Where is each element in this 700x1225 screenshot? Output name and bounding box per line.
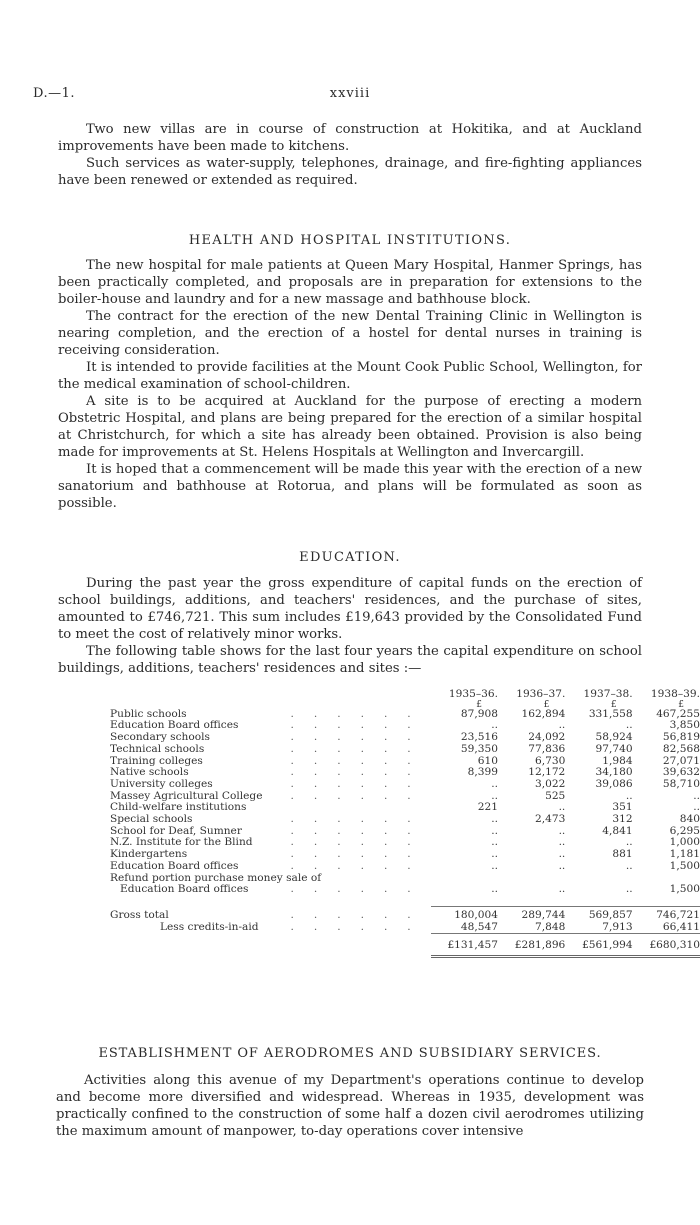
table-cell: .. bbox=[558, 848, 566, 861]
table-cell: 881 bbox=[612, 848, 633, 861]
net-total-row bbox=[110, 934, 700, 957]
row-label: Native schools bbox=[110, 766, 189, 779]
table-cell: 3,022 bbox=[534, 777, 566, 790]
table-cell: .. bbox=[625, 859, 633, 872]
table-cell: .. bbox=[491, 836, 498, 849]
leader-dots: ...... bbox=[290, 848, 431, 861]
table-cell: 180,004 bbox=[431, 906, 498, 921]
table-cell: £680,310 bbox=[633, 934, 700, 957]
table-cell: 7,913 bbox=[602, 920, 633, 933]
table-cell: 77,836 bbox=[528, 742, 566, 755]
table-cell: .. bbox=[491, 719, 498, 732]
table-cell: 87,908 bbox=[460, 707, 498, 720]
table-cell: 1,500 bbox=[669, 859, 700, 872]
column-header: 1936–37. bbox=[516, 688, 566, 700]
section-heading-health: HEALTH AND HOSPITAL INSTITUTIONS. bbox=[188, 233, 512, 248]
credits-row bbox=[110, 922, 700, 934]
table-cell: 59,350 bbox=[460, 742, 498, 755]
table-row bbox=[110, 814, 700, 826]
column-header: 1938–39. bbox=[650, 688, 700, 700]
table-cell: 1,000 bbox=[669, 836, 700, 849]
row-label: Massey Agricultural College bbox=[110, 789, 263, 802]
leader-dots: ...... bbox=[290, 731, 431, 744]
leader-dots: ...... bbox=[290, 859, 431, 872]
paragraph: Activities along this avenue of my Department's operations continue to develop and become more diversified and widespread. Whereas in 1935, development was practically confined to the construction of some half a dozen civil aerodromes utilizing the maximum amount of manpower, to-day operations cover intensive bbox=[56, 1073, 644, 1139]
row-label: Secondary schools bbox=[110, 731, 210, 744]
table-cell: 221 bbox=[477, 801, 498, 814]
table-cell: .. bbox=[491, 859, 498, 872]
intro-block bbox=[58, 121, 642, 189]
row-label: N.Z. Institute for the Blind bbox=[110, 836, 253, 849]
table-cell: 162,894 bbox=[521, 707, 566, 720]
paragraph: It is intended to provide facilities at the Mount Cook Public School, Wellington, for the medical examination of school-children. bbox=[58, 360, 642, 392]
table-cell: .. bbox=[625, 719, 633, 732]
row-label: Gross total bbox=[110, 908, 169, 921]
table-cell: .. bbox=[491, 813, 498, 826]
table-cell: .. bbox=[558, 859, 566, 872]
table-cell: 569,857 bbox=[565, 906, 632, 921]
leader-dots: ...... bbox=[290, 836, 431, 849]
paragraph: A site is to be acquired at Auckland for the purpose of erecting a modern Obstetric Hospital, and plans are being prepared for the erection of a similar hospital at Christchurch, for which a site has already been obtained. Provision is also being made for improvements at St. Helens Hospitals at Wellington and Invercargill. bbox=[58, 394, 642, 460]
table-cell: 3,850 bbox=[669, 719, 700, 732]
table-cell: 2,473 bbox=[534, 813, 566, 826]
table-cell: 24,092 bbox=[528, 731, 566, 744]
leader-dots: ...... bbox=[290, 908, 431, 921]
leader-dots: ...... bbox=[290, 707, 431, 720]
row-label: Education Board offices bbox=[110, 859, 239, 872]
table-cell: 746,721 bbox=[633, 906, 700, 921]
paragraph: The contract for the erection of the new Dental Training Clinic in Wellington is nearing completion, and the erection of a hostel for dental nurses in training is receiving consideration. bbox=[58, 309, 642, 358]
table-cell: 331,558 bbox=[588, 707, 633, 720]
column-header: 1935–36. bbox=[448, 688, 498, 700]
paragraph: During the past year the gross expenditure of capital funds on the erection of school buildings, additions, and teachers' residences, and the purchase of sites, amounted to £746,721. This sum includes £19,643 provided by the Consolidated Fund to meet the cost of relatively minor works. bbox=[58, 576, 642, 642]
table-cell: 289,744 bbox=[498, 906, 565, 921]
table-cell: 1,984 bbox=[602, 754, 633, 767]
row-label: Less credits-in-aid bbox=[160, 921, 259, 934]
table-cell: 6,730 bbox=[534, 754, 566, 767]
table-cell: 48,547 bbox=[460, 920, 498, 933]
table-cell: 97,740 bbox=[595, 742, 633, 755]
table-row bbox=[110, 884, 700, 896]
table-cell: £561,994 bbox=[565, 934, 632, 957]
section-heading-education: EDUCATION. bbox=[299, 550, 401, 565]
table-cell: .. bbox=[625, 883, 633, 896]
leader-dots: ...... bbox=[290, 719, 431, 732]
table-header-row bbox=[110, 689, 700, 701]
row-label: Refund portion purchase money sale of bbox=[110, 871, 322, 884]
row-label: Special schools bbox=[110, 813, 193, 826]
table-cell: .. bbox=[693, 789, 700, 802]
table-cell: .. bbox=[491, 824, 498, 837]
table-cell: .. bbox=[491, 883, 498, 896]
leader-dots: ...... bbox=[290, 813, 431, 826]
paragraph: The following table shows for the last four years the capital expenditure on school buildings, additions, teachers' residences and sites :— bbox=[58, 644, 642, 676]
paragraph: Such services as water-supply, telephones, drainage, and fire-fighting appliances have been renewed or extended as required. bbox=[58, 156, 642, 188]
table-cell: 467,255 bbox=[656, 707, 700, 720]
unit-label: £ bbox=[543, 699, 550, 710]
table-cell: 1,181 bbox=[669, 848, 700, 861]
table-cell: 351 bbox=[612, 801, 633, 814]
leader-dots: ...... bbox=[290, 921, 431, 934]
table-cell: 4,841 bbox=[602, 824, 633, 837]
table-cell: 39,632 bbox=[662, 766, 700, 779]
table-cell: .. bbox=[625, 836, 633, 849]
table-cell: 6,295 bbox=[669, 824, 700, 837]
table-cell: .. bbox=[693, 801, 700, 814]
row-label: Kindergartens bbox=[110, 848, 188, 861]
education-block bbox=[58, 575, 642, 677]
table-cell: 23,516 bbox=[460, 731, 498, 744]
table-row bbox=[110, 744, 700, 756]
expenditure-table bbox=[110, 689, 700, 958]
unit-label: £ bbox=[610, 699, 617, 710]
table-cell: 7,848 bbox=[534, 920, 566, 933]
row-label: University colleges bbox=[110, 777, 213, 790]
table-cell: 58,710 bbox=[662, 777, 700, 790]
leader-dots: ...... bbox=[290, 754, 431, 767]
row-label: Training colleges bbox=[110, 754, 203, 767]
table-cell: .. bbox=[558, 836, 566, 849]
table-cell: 8,399 bbox=[467, 766, 498, 779]
table-cell: .. bbox=[491, 848, 498, 861]
table-row bbox=[110, 861, 700, 873]
table-cell: 39,086 bbox=[595, 777, 633, 790]
unit-label: £ bbox=[678, 699, 684, 710]
paragraph: It is hoped that a commencement will be made this year with the erection of a new sanatorium and bathhouse at Rotorua, and plans will be formulated as soon as possible. bbox=[58, 462, 642, 511]
table-cell: .. bbox=[558, 719, 566, 732]
table-cell: 610 bbox=[477, 754, 498, 767]
table-cell: 66,411 bbox=[662, 920, 700, 933]
table-cell: .. bbox=[558, 801, 566, 814]
health-block bbox=[58, 257, 642, 512]
table-cell: 27,071 bbox=[662, 754, 700, 767]
row-label: Technical schools bbox=[110, 742, 205, 755]
row-label: School for Deaf, Sumner bbox=[110, 824, 242, 837]
section-heading-aerodromes: ESTABLISHMENT OF AERODROMES AND SUBSIDIARY SERVICES. bbox=[98, 1046, 602, 1061]
table-cell: 56,819 bbox=[662, 731, 700, 744]
row-label: Public schools bbox=[110, 707, 187, 720]
page-number: xxviii bbox=[329, 86, 371, 101]
row-label: Education Board offices bbox=[120, 883, 249, 896]
table-cell: 312 bbox=[612, 813, 633, 826]
leader-dots: ...... bbox=[290, 789, 431, 802]
leader-dots: ...... bbox=[290, 766, 431, 779]
table-cell: .. bbox=[558, 824, 566, 837]
column-header: 1937–38. bbox=[583, 688, 633, 700]
table-cell: 525 bbox=[545, 789, 566, 802]
row-label: Education Board offices bbox=[110, 719, 239, 732]
table-cell: 12,172 bbox=[528, 766, 566, 779]
row-label: Child-welfare institutions bbox=[110, 801, 247, 814]
table-cell: £131,457 bbox=[431, 934, 498, 957]
page-reference: D.—1. bbox=[33, 86, 75, 101]
gross-total-row bbox=[110, 906, 700, 921]
table-cell: .. bbox=[558, 883, 566, 896]
table-cell: 34,180 bbox=[595, 766, 633, 779]
aerodromes-block bbox=[56, 1072, 644, 1140]
table-row bbox=[110, 779, 700, 791]
leader-dots: ...... bbox=[290, 883, 431, 896]
unit-label: £ bbox=[476, 699, 482, 710]
table-cell: .. bbox=[491, 777, 498, 790]
table-cell: 840 bbox=[679, 813, 700, 826]
leader-dots: ...... bbox=[290, 824, 431, 837]
table-cell: £281,896 bbox=[498, 934, 565, 957]
paragraph: Two new villas are in course of construction at Hokitika, and at Auckland improvements have been made to kitchens. bbox=[58, 122, 642, 154]
table-cell: .. bbox=[491, 789, 498, 802]
paragraph: The new hospital for male patients at Queen Mary Hospital, Hanmer Springs, has been practically completed, and proposals are in preparation for extensions to the boiler-house and laundry and for a new massage and bathhouse block. bbox=[58, 258, 642, 307]
leader-dots: ...... bbox=[290, 742, 431, 755]
table-cell: 58,924 bbox=[595, 731, 633, 744]
table-cell: .. bbox=[625, 789, 633, 802]
leader-dots: ...... bbox=[290, 777, 431, 790]
table-cell: 82,568 bbox=[662, 742, 700, 755]
table-cell: 1,500 bbox=[669, 883, 700, 896]
